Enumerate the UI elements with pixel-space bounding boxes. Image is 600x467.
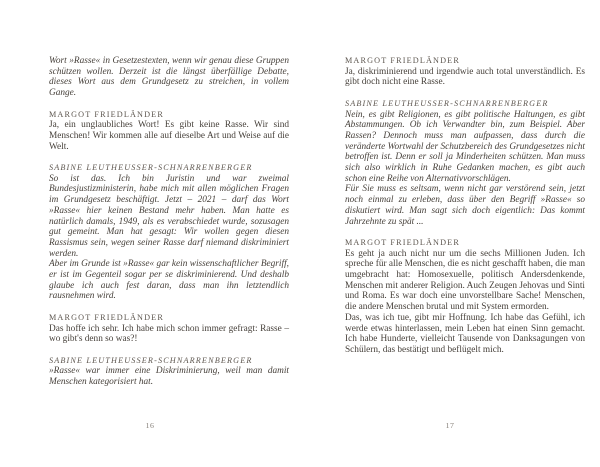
paragraph: Es geht ja auch nicht nur um die sechs Millionen Juden. Ich spreche für alle Menschen, die es nicht geschafft haben, die man umgebracht hat: Homosexuelle, politisch Andersdenkende, Menschen mit anderer Religion. Auch Zeugen Jehovas und Sinti und Roma. Es war doch eine unvorstellbare Sache! Menschen, die andere Menschen brutal und mit System ermorden. xyxy=(345,248,585,313)
page-number-left: 16 xyxy=(145,421,155,430)
paragraph: Ja, diskriminierend und irgendwie auch total unverständlich. Es gibt doch nicht eine Rasse. xyxy=(345,66,585,88)
page-right xyxy=(300,0,600,467)
speaker-heading: SABINE LEUTHEUSSER-SCHNARRENBERGER xyxy=(49,163,253,172)
paragraph: So ist das. Ich bin Juristin und war zweimal Bundesjustizministerin, habe mich mit allen möglichen Fragen im Grundgesetz beschäftigt. Jetzt – 2021 – darf das Wort »Rasse« hier keinen Bestand mehr haben. Man hatte es natürlich damals, 1949, als es verabschiedet wurde, sozusagen gut gemeint. Man hat gesagt: Wir wollen gegen diesen Rassismus sein, wegen seiner Rasse darf niemand diskriminiert werden. xyxy=(49,173,289,259)
paragraph: Das hoffe ich sehr. Ich habe mich schon immer gefragt: Rasse – wo gibt's denn so was?! xyxy=(49,323,289,345)
speaker-heading: SABINE LEUTHEUSSER-SCHNARRENBERGER xyxy=(49,355,253,365)
paragraph: Für Sie muss es seltsam, wenn nicht gar verstörend sein, jetzt noch einmal zu erleben, dass über den Begriff »Rasse« so diskutiert wird. Man sagt sich doch eigentlich: Das kommt Jahrzehnte zu spät ... xyxy=(345,184,585,227)
paragraph: Nein, es gibt Religionen, es gibt politische Haltungen, es gibt Abstammungen. Ob ich Verwandter bin, zum Beispiel. Aber Rassen? Dennoch muss man aufpassen, dass durch die veränderte Wortwahl der Schutzbereich des Grundgesetzes nicht betroffen ist. Denn er soll ja Minderheiten schützen. Man muss sich also wirklich in Ruhe Gedanken machen, es gibt auch schon eine Reihe von Alternativvorschlägen. xyxy=(345,109,585,184)
speaker-heading: MARGOT FRIEDLÄNDER xyxy=(49,312,164,322)
speaker-heading: MARGOT FRIEDLÄNDER xyxy=(345,56,460,65)
text-column-right xyxy=(345,56,585,356)
speaker-heading: MARGOT FRIEDLÄNDER xyxy=(49,109,164,119)
speaker-heading: MARGOT FRIEDLÄNDER xyxy=(345,237,460,247)
paragraph: Ja, ein unglaubliches Wort! Es gibt keine Rasse. Wir sind Menschen! Wir kommen alle auf dieselbe Art und Weise auf die Welt. xyxy=(49,120,289,152)
text-column-left xyxy=(49,56,289,388)
paragraph: Aber im Grunde ist »Rasse« gar kein wissenschaftlicher Begriff, er ist im Gegenteil sogar per se diskriminierend. Und deshalb glaube ich auch fest daran, dass man ihn letztendlich rausnehmen wird. xyxy=(49,259,289,302)
page-number-right: 17 xyxy=(445,421,455,430)
paragraph: Das, was ich tue, gibt mir Hoffnung. Ich habe das Gefühl, ich werde etwas hinterlassen, mein Leben hat einen Sinn gemacht. Ich habe Hunderte, vielleicht Tausende von Danksagungen von Schülern, das bestätigt und beflügelt mich. xyxy=(345,312,585,355)
speaker-heading: SABINE LEUTHEUSSER-SCHNARRENBERGER xyxy=(345,98,549,108)
paragraph: »Rasse« war immer eine Diskriminierung, weil man damit Menschen kategorisiert hat. xyxy=(49,366,289,388)
paragraph: Wort »Rasse« in Gesetzestexten, wenn wir genau diese Gruppen schützen wollen. Derzeit ist die längst überfällige Debatte, dieses Wort aus dem Grundgesetz zu streichen, in vollem Gange. xyxy=(49,56,289,99)
